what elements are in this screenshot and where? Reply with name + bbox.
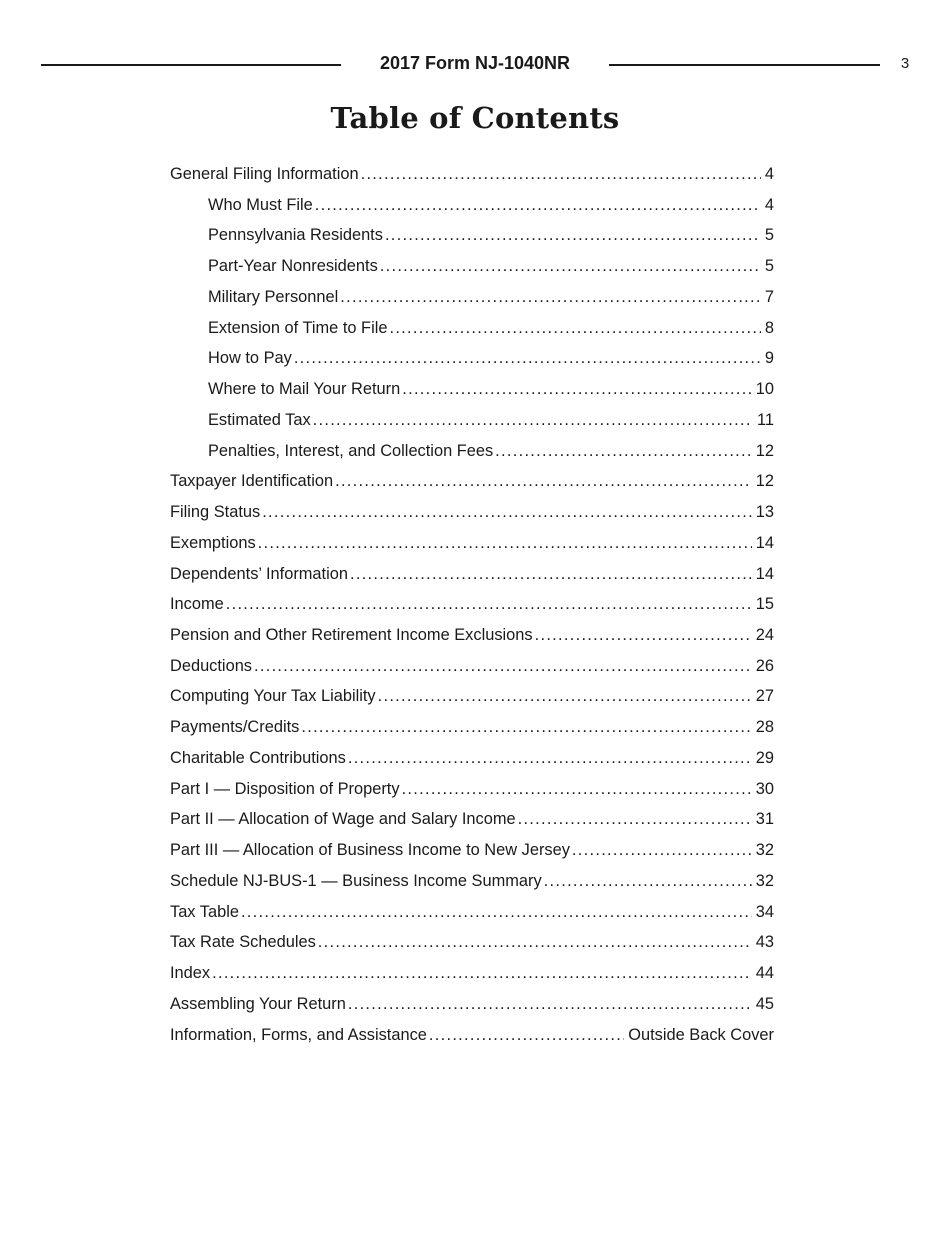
toc-entry[interactable] (170, 313, 774, 344)
toc-entry-page: 5 (764, 257, 774, 276)
toc-entry[interactable] (170, 1020, 774, 1051)
toc-entry-page: 32 (755, 841, 774, 860)
toc-entry-label: Pension and Other Retirement Income Exclusions (170, 626, 533, 645)
toc-entry-label: Income (170, 595, 224, 614)
toc-entry-page: 27 (755, 687, 774, 706)
dot-leader (378, 681, 752, 712)
toc-entry-label: Deductions (170, 656, 253, 675)
dot-leader (518, 804, 752, 835)
dot-leader (241, 897, 752, 928)
toc-entry-page: 5 (764, 226, 774, 245)
toc-entry-label: Tax Rate Schedules (170, 933, 316, 952)
toc-entry-label: How to Pay (208, 349, 292, 368)
dot-leader (380, 251, 761, 282)
toc-entry-page: 9 (764, 349, 774, 368)
toc-entry-label: Index (170, 964, 211, 983)
toc-entry[interactable] (170, 589, 774, 620)
toc-entry-label: Part II — Allocation of Wage and Salary Income (170, 810, 516, 829)
toc-entry-label: Information, Forms, and Assistance (170, 1025, 427, 1044)
form-title: 2017 Form NJ-1040NR (379, 53, 571, 73)
toc-entry-page: 30 (755, 779, 774, 798)
dot-leader (301, 712, 751, 743)
dot-leader (350, 559, 752, 590)
toc-entry-page: 7 (764, 287, 774, 306)
toc-entry[interactable] (170, 958, 774, 989)
toc-entry[interactable] (170, 927, 774, 958)
dot-leader (535, 620, 752, 651)
toc-entry-label: Pennsylvania Residents (208, 226, 383, 245)
toc-entry[interactable] (170, 559, 774, 590)
toc-entry-page: 8 (764, 318, 774, 337)
toc-entry[interactable] (170, 190, 774, 221)
toc-entry-label: Payments/Credits (170, 718, 300, 737)
toc-entry-page: 11 (756, 410, 774, 429)
toc-entry-page: 4 (764, 195, 774, 214)
dot-leader (544, 866, 752, 897)
toc-entry-label: Where to Mail Your Return (208, 380, 401, 399)
toc-entry[interactable] (170, 528, 774, 559)
dot-leader (495, 436, 752, 467)
dot-leader (402, 374, 752, 405)
toc-entry[interactable] (170, 251, 774, 282)
dot-leader (348, 743, 752, 774)
toc-entry-label: Dependents’ Information (170, 564, 348, 583)
toc-entry-page: 4 (764, 165, 774, 183)
toc-entry-page: 43 (755, 933, 774, 952)
toc-entry-page: 26 (755, 656, 774, 675)
page-number: 3 (900, 55, 910, 72)
toc-entry-label: Tax Table (170, 902, 239, 921)
dot-leader (402, 774, 752, 805)
toc-entry-label: Charitable Contributions (170, 748, 346, 767)
toc-entry[interactable] (170, 620, 774, 651)
toc-entry-page: 12 (755, 441, 774, 460)
toc-entry-page: 14 (755, 564, 774, 583)
header-rule-left (41, 64, 341, 66)
toc-entry[interactable] (170, 405, 774, 436)
toc-entry[interactable] (170, 220, 774, 251)
toc-entry-label: Who Must File (208, 195, 313, 214)
toc-entry-page: 34 (755, 902, 774, 921)
toc-entry-label: Part III — Allocation of Business Income to New Jersey (170, 841, 570, 860)
toc-entry-page: 14 (755, 533, 774, 552)
dot-leader (315, 190, 761, 221)
toc-entry[interactable] (170, 282, 774, 313)
toc-entry-page: 15 (755, 595, 774, 614)
toc-entry-page: 12 (755, 472, 774, 491)
toc-entry[interactable] (170, 374, 774, 405)
dot-leader (226, 589, 752, 620)
toc-entry-page: 29 (755, 748, 774, 767)
dot-leader (258, 528, 752, 559)
toc-entry-label: Part-Year Nonresidents (208, 257, 378, 276)
dot-leader (294, 343, 761, 374)
dot-leader (335, 466, 752, 497)
toc-entry[interactable] (170, 804, 774, 835)
dot-leader (389, 313, 760, 344)
toc-entry[interactable] (170, 712, 774, 743)
dot-leader (340, 282, 761, 313)
dot-leader (254, 651, 752, 682)
toc-entry[interactable] (170, 989, 774, 1020)
dot-leader (572, 835, 752, 866)
dot-leader (429, 1020, 624, 1051)
toc-entry-label: Assembling Your Return (170, 994, 346, 1013)
dot-leader (361, 159, 761, 190)
toc-entry-label: Filing Status (170, 503, 261, 522)
toc-entry[interactable] (170, 159, 774, 190)
dot-leader (313, 405, 753, 436)
toc-entry-page: 32 (755, 871, 774, 890)
toc-entry-label: Exemptions (170, 533, 256, 552)
toc-entry[interactable] (170, 343, 774, 374)
dot-leader (318, 927, 752, 958)
toc-entry[interactable] (170, 897, 774, 928)
toc-entry-page: 45 (755, 994, 774, 1013)
dot-leader (262, 497, 752, 528)
toc-entry-page: 10 (755, 380, 774, 399)
toc-entry[interactable] (170, 681, 774, 712)
toc-entry-label: Computing Your Tax Liability (170, 687, 376, 706)
toc-entry[interactable] (170, 497, 774, 528)
toc-entry-page: Outside Back Cover (628, 1025, 774, 1044)
page-title: Table of Contents (330, 101, 620, 135)
toc-entry[interactable] (170, 651, 774, 682)
dot-leader (212, 958, 752, 989)
toc-entry-page: 28 (755, 718, 774, 737)
toc-entry[interactable] (170, 436, 774, 467)
toc-entry-label: Schedule NJ-BUS-1 — Business Income Summary (170, 871, 542, 890)
toc-entry[interactable] (170, 774, 774, 805)
toc-entry-label: General Filing Information (170, 165, 359, 183)
toc-entry-label: Penalties, Interest, and Collection Fees (208, 441, 494, 460)
toc-entry-page: 44 (755, 964, 774, 983)
toc-entry-label: Estimated Tax (208, 410, 311, 429)
toc-entry[interactable] (170, 743, 774, 774)
toc-entry-label: Taxpayer Identification (170, 472, 334, 491)
table-of-contents (170, 159, 774, 1050)
header-rule-right (609, 64, 880, 66)
dot-leader (348, 989, 752, 1020)
toc-entry-label: Extension of Time to File (208, 318, 388, 337)
toc-entry-page: 31 (755, 810, 774, 829)
toc-entry[interactable] (170, 866, 774, 897)
toc-entry-page: 13 (755, 503, 774, 522)
toc-entry[interactable] (170, 835, 774, 866)
toc-entry-label: Part I — Disposition of Property (170, 779, 400, 798)
toc-entry[interactable] (170, 466, 774, 497)
toc-entry-page: 24 (755, 626, 774, 645)
toc-entry-label: Military Personnel (208, 287, 339, 306)
dot-leader (385, 220, 761, 251)
